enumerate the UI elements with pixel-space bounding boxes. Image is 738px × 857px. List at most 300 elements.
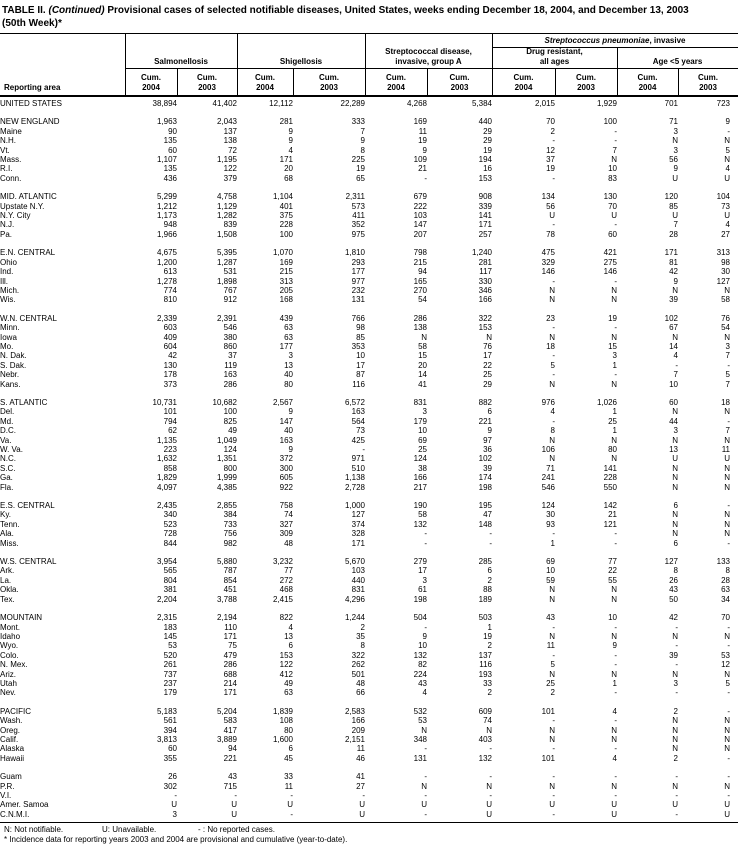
value-cell: 100 (223, 407, 237, 417)
value-cell: 394 (163, 725, 177, 735)
state-row (0, 407, 738, 416)
state-row (0, 510, 738, 519)
value-cell: 62 (168, 426, 177, 436)
value-cell: 804 (163, 575, 177, 585)
value-cell: 178 (163, 370, 177, 380)
reporting-area-cell: Alaska (0, 744, 25, 754)
value-cell: 33 (284, 772, 293, 782)
reporting-area-cell: Tenn. (0, 519, 20, 529)
value-cell: 119 (224, 360, 237, 370)
value-cell: 2 (673, 706, 678, 716)
value-cell: 83 (608, 173, 617, 183)
value-cell: 59 (546, 575, 555, 585)
region-total-row (0, 501, 738, 510)
value-cell: 728 (163, 529, 177, 539)
value-cell: 3 (172, 809, 177, 819)
value-cell: 122 (223, 164, 237, 174)
value-cell: N (672, 482, 678, 492)
column-header-cum: Cum. (576, 73, 596, 82)
value-cell: 348 (413, 734, 427, 744)
value-cell: 221 (223, 753, 237, 763)
value-cell: 67 (669, 323, 678, 333)
value-cell: - (552, 323, 555, 333)
value-cell: 29 (483, 379, 492, 389)
value-cell: 2,043 (216, 117, 237, 127)
value-cell: 63 (284, 688, 293, 698)
value-cell: 550 (603, 482, 617, 492)
value-cell: 179 (163, 688, 177, 698)
value-cell: 135 (163, 136, 177, 146)
value-cell: N (421, 725, 427, 735)
reporting-area-cell: Calif. (0, 734, 19, 744)
value-cell: 165 (413, 276, 427, 286)
state-row (0, 772, 738, 781)
value-cell: N (672, 435, 678, 445)
value-cell: N (549, 585, 555, 595)
value-cell: 4,758 (216, 192, 237, 202)
value-cell: 80 (284, 725, 293, 735)
value-cell: 25 (546, 678, 555, 688)
value-cell: 329 (541, 257, 555, 267)
value-cell: 28 (721, 575, 730, 585)
value-cell: 39 (483, 463, 492, 473)
value-cell: 108 (279, 716, 293, 726)
state-row (0, 688, 738, 697)
value-cell: 309 (279, 529, 293, 539)
value-cell: 701 (664, 99, 678, 108)
column-header-cum: Cum. (141, 73, 161, 82)
value-cell: - (727, 501, 730, 511)
value-cell: 531 (223, 267, 237, 277)
value-cell: - (727, 641, 730, 651)
footnotes (0, 823, 738, 845)
value-cell: 171 (223, 631, 237, 641)
value-cell: 36 (483, 445, 492, 454)
value-cell: 281 (279, 117, 293, 127)
value-cell: U (231, 800, 237, 810)
value-cell: 270 (413, 285, 427, 295)
value-cell: N (724, 332, 730, 342)
value-cell: 2,015 (534, 99, 555, 108)
value-cell: 19 (418, 136, 427, 146)
value-cell: U (359, 800, 365, 810)
value-cell: 4,097 (156, 482, 177, 492)
reporting-area-cell: Guam (0, 772, 22, 782)
value-cell: 163 (351, 407, 365, 417)
value-cell: 1 (612, 407, 617, 417)
value-cell: 767 (223, 285, 237, 295)
column-header (617, 70, 678, 95)
value-cell: 6 (673, 538, 678, 548)
value-cell: 831 (413, 397, 427, 407)
value-cell: 122 (279, 660, 293, 670)
value-cell: - (489, 744, 492, 754)
value-cell: 787 (223, 566, 237, 576)
value-cell: 147 (279, 416, 293, 426)
value-cell: 85 (356, 332, 365, 342)
value-cell: 9 (360, 136, 365, 146)
column-header-year: 2004 (638, 82, 657, 92)
value-cell: 2,194 (216, 613, 237, 623)
value-cell: 133 (716, 557, 730, 567)
reporting-area-cell: Utah (0, 678, 17, 688)
value-cell: 10 (608, 164, 617, 174)
value-cell: 5,395 (216, 248, 237, 258)
value-cell: 2,315 (156, 613, 177, 623)
value-cell: - (614, 370, 617, 380)
value-cell: 688 (223, 669, 237, 679)
value-cell: 794 (163, 416, 177, 426)
value-cell: 34 (721, 594, 730, 604)
value-cell: 18 (721, 397, 730, 407)
state-row (0, 211, 738, 220)
value-cell: - (675, 688, 678, 698)
state-row (0, 670, 738, 679)
reporting-area-cell: P.R. (0, 781, 15, 791)
value-cell: 37 (228, 351, 237, 361)
value-cell: - (489, 538, 492, 548)
value-cell: - (727, 753, 730, 763)
value-cell: 25 (483, 370, 492, 380)
value-cell: 77 (284, 566, 293, 576)
reporting-area-cell: Wis. (0, 295, 16, 305)
region-total-row (0, 99, 738, 108)
value-cell: 3,889 (216, 734, 237, 744)
value-cell: N (672, 510, 678, 520)
value-cell: 379 (223, 173, 237, 183)
value-cell: N (549, 379, 555, 389)
value-cell: 54 (418, 295, 427, 305)
value-cell: 3,813 (156, 734, 177, 744)
state-row (0, 660, 738, 669)
value-cell: 565 (163, 566, 177, 576)
value-cell: 21 (418, 164, 427, 174)
value-cell: 39 (669, 295, 678, 305)
value-cell: - (362, 791, 365, 800)
value-cell: 603 (163, 323, 177, 333)
value-cell: 13 (284, 631, 293, 641)
value-cell: 73 (721, 201, 730, 211)
strep-pneumoniae-suffix: , invasive (649, 35, 686, 45)
value-cell: 131 (413, 753, 427, 763)
value-cell: - (424, 772, 427, 782)
value-cell: 2 (673, 753, 678, 763)
value-cell: 3 (288, 351, 293, 361)
value-cell: U (359, 809, 365, 819)
value-cell: 60 (608, 229, 617, 239)
value-cell: 272 (279, 575, 293, 585)
value-cell: 417 (223, 725, 237, 735)
value-cell: 137 (223, 126, 237, 136)
value-cell: N (724, 519, 730, 529)
reporting-area-cell: Ark. (0, 566, 15, 576)
subgroup-label: Drug resistant, (526, 47, 583, 56)
footnote-unavailable: U: Unavailable. (102, 825, 157, 835)
value-cell: - (552, 791, 555, 800)
value-cell: 1,929 (596, 99, 617, 108)
value-cell: 4 (673, 351, 678, 361)
value-cell: N (724, 463, 730, 473)
column-header-cum: Cum. (255, 73, 275, 82)
state-row (0, 258, 738, 267)
value-cell: 375 (279, 211, 293, 221)
value-cell: 4,268 (406, 99, 427, 108)
value-cell: 4 (612, 706, 617, 716)
region-total-row (0, 707, 738, 716)
value-cell: 7 (725, 351, 730, 361)
value-cell: 171 (478, 220, 492, 230)
value-cell: N (724, 155, 730, 165)
section-gap (0, 548, 738, 557)
value-cell: - (489, 772, 492, 782)
value-cell: 9 (487, 426, 492, 436)
group-label: Streptococcal disease, (385, 47, 472, 56)
value-cell: 48 (284, 538, 293, 548)
value-cell: - (552, 351, 555, 361)
reporting-area-cell: V.I. (0, 791, 12, 800)
value-cell: 5 (725, 145, 730, 155)
value-cell: 510 (351, 463, 365, 473)
value-cell: 5,670 (344, 557, 365, 567)
value-cell: 353 (351, 341, 365, 351)
section-gap (0, 239, 738, 248)
value-cell: U (672, 173, 678, 183)
value-cell: 132 (413, 650, 427, 660)
value-cell: 286 (413, 313, 427, 323)
value-cell: 17 (356, 360, 365, 370)
state-row (0, 632, 738, 641)
reporting-area-cell: N.Y. City (0, 211, 31, 221)
value-cell: 214 (223, 678, 237, 688)
reporting-area-cell: Ohio (0, 257, 17, 267)
value-cell: 58 (721, 295, 730, 305)
value-cell: N (611, 594, 617, 604)
value-cell: - (614, 538, 617, 548)
column-header-cum: Cum. (513, 73, 534, 82)
section-gap-cell (0, 698, 738, 707)
state-row (0, 127, 738, 136)
reporting-area-cell: Ga. (0, 473, 13, 483)
value-cell: 1,212 (156, 201, 177, 211)
value-cell: 1,129 (216, 201, 237, 211)
value-cell: 17 (418, 566, 427, 576)
value-cell: 411 (352, 211, 365, 221)
value-cell: 380 (223, 332, 237, 342)
value-cell: 6,572 (344, 397, 365, 407)
value-cell: 10,731 (152, 397, 177, 407)
value-cell: 25 (418, 445, 427, 454)
region-total-row (0, 117, 738, 126)
value-cell: - (424, 744, 427, 754)
value-cell: 6 (487, 407, 492, 417)
value-cell: N (421, 781, 427, 791)
column-header-year: 2004 (514, 82, 533, 92)
value-cell: 232 (351, 285, 365, 295)
value-cell: 2,204 (156, 594, 177, 604)
value-cell: 19 (483, 145, 492, 155)
state-row (0, 716, 738, 725)
value-cell: 381 (163, 585, 177, 595)
value-cell: 439 (279, 313, 293, 323)
reporting-area-cell: S. Dak. (0, 360, 27, 370)
column-header-year: 2003 (320, 82, 338, 92)
value-cell: 177 (279, 341, 293, 351)
state-row (0, 286, 738, 295)
value-cell: N (672, 744, 678, 754)
value-cell: 38,894 (152, 99, 177, 108)
value-cell: 328 (351, 529, 365, 539)
state-row (0, 735, 738, 744)
reporting-area-cell: S.C. (0, 463, 16, 473)
reporting-area-cell: Maine (0, 126, 22, 136)
value-cell: 224 (413, 669, 427, 679)
value-cell: 8 (360, 641, 365, 651)
value-cell: N (611, 155, 617, 165)
state-row (0, 520, 738, 529)
reporting-area-cell: C.N.M.I. (0, 809, 30, 819)
value-cell: 120 (664, 192, 678, 202)
value-cell: 908 (478, 192, 492, 202)
value-cell: 573 (351, 201, 365, 211)
value-cell: 148 (478, 519, 492, 529)
value-cell: 922 (279, 482, 293, 492)
value-cell: 503 (478, 613, 492, 623)
value-cell: - (552, 809, 555, 819)
region-total-row (0, 398, 738, 407)
value-cell: 171 (279, 155, 293, 165)
column-subgroup-age-under5 (617, 48, 738, 68)
value-cell: - (489, 791, 492, 800)
value-cell: 22,289 (340, 99, 365, 108)
value-cell: 293 (351, 257, 365, 267)
value-cell: 141 (603, 463, 617, 473)
reporting-area-cell: MOUNTAIN (0, 613, 43, 623)
value-cell: U (672, 800, 678, 810)
state-row (0, 566, 738, 575)
section-gap (0, 492, 738, 501)
value-cell: - (614, 276, 617, 286)
value-cell: 3 (422, 407, 427, 417)
value-cell: - (552, 744, 555, 754)
value-cell: 56 (546, 201, 555, 211)
state-row (0, 623, 738, 632)
value-cell: 58 (418, 510, 427, 520)
value-cell: 124 (223, 445, 237, 454)
reporting-area-cell: Mo. (0, 341, 14, 351)
value-cell: 106 (541, 445, 555, 454)
value-cell: 715 (223, 781, 237, 791)
value-cell: - (614, 744, 617, 754)
value-cell: N (672, 519, 678, 529)
value-cell: 116 (479, 660, 492, 670)
state-row (0, 426, 738, 435)
value-cell: 977 (351, 276, 365, 286)
value-cell: 1 (612, 678, 617, 688)
value-cell: 43 (228, 772, 237, 782)
footnote-symbols (4, 825, 738, 835)
value-cell: 58 (418, 341, 427, 351)
table-title-rest: Provisional cases of selected notifiable diseases, United States, weeks ending December 18, 2004, and December 13, 2003 (104, 5, 689, 16)
value-cell: - (614, 323, 617, 333)
reporting-area-cell: Ill. (0, 276, 8, 286)
value-cell: 6 (288, 641, 293, 651)
reporting-area-cell: Ariz. (0, 669, 16, 679)
value-cell: 1,026 (596, 397, 617, 407)
value-cell: U (672, 211, 678, 221)
value-cell: N (549, 781, 555, 791)
value-cell: 215 (413, 257, 427, 267)
value-cell: 3 (422, 575, 427, 585)
value-cell: N (672, 473, 678, 483)
value-cell: 50 (669, 594, 678, 604)
value-cell: 194 (478, 155, 492, 165)
value-cell: 4,385 (216, 482, 237, 492)
section-gap (0, 389, 738, 398)
reporting-area-cell: NEW ENGLAND (0, 117, 60, 127)
value-cell: 372 (279, 454, 293, 464)
value-cell: - (614, 220, 617, 230)
value-cell: - (489, 529, 492, 539)
column-header-cum: Cum. (449, 73, 470, 82)
value-cell: 30 (546, 510, 555, 520)
value-cell: 285 (478, 557, 492, 567)
value-cell: 100 (603, 117, 617, 127)
value-cell: 1,107 (156, 155, 177, 165)
value-cell: 66 (356, 688, 365, 698)
table-title-prefix: TABLE II. (2, 5, 49, 16)
value-cell: N (724, 744, 730, 754)
value-cell: 440 (478, 117, 492, 127)
value-cell: 195 (478, 501, 492, 511)
value-cell: 94 (418, 267, 427, 277)
value-cell: 798 (413, 248, 427, 258)
value-cell: 451 (223, 585, 237, 595)
value-cell: 1 (550, 538, 555, 548)
value-cell: - (727, 791, 730, 800)
value-cell: 440 (351, 575, 365, 585)
value-cell: - (614, 688, 617, 698)
value-cell: 15 (418, 351, 427, 361)
value-cell: 10 (608, 613, 617, 623)
value-cell: 153 (279, 650, 293, 660)
value-cell: - (424, 173, 427, 183)
state-row (0, 277, 738, 286)
value-cell: N (724, 136, 730, 146)
value-cell: 63 (284, 323, 293, 333)
state-row (0, 576, 738, 585)
state-row (0, 220, 738, 229)
table-header (0, 33, 738, 97)
value-cell: N (724, 781, 730, 791)
state-row (0, 473, 738, 482)
value-cell: 23 (546, 313, 555, 323)
value-cell: 912 (223, 295, 237, 305)
value-cell: - (290, 809, 293, 819)
value-cell: 33 (483, 678, 492, 688)
value-cell: 127 (716, 276, 730, 286)
value-cell: 215 (279, 267, 293, 277)
value-cell: 9 (422, 631, 427, 641)
state-row (0, 445, 738, 454)
region-total-row (0, 192, 738, 201)
state-row (0, 641, 738, 650)
value-cell: 49 (284, 678, 293, 688)
value-cell: 3 (673, 126, 678, 136)
value-cell: N (724, 473, 730, 483)
value-cell: 40 (284, 370, 293, 380)
value-cell: 9 (612, 641, 617, 651)
reporting-area-cell: Conn. (0, 173, 22, 183)
